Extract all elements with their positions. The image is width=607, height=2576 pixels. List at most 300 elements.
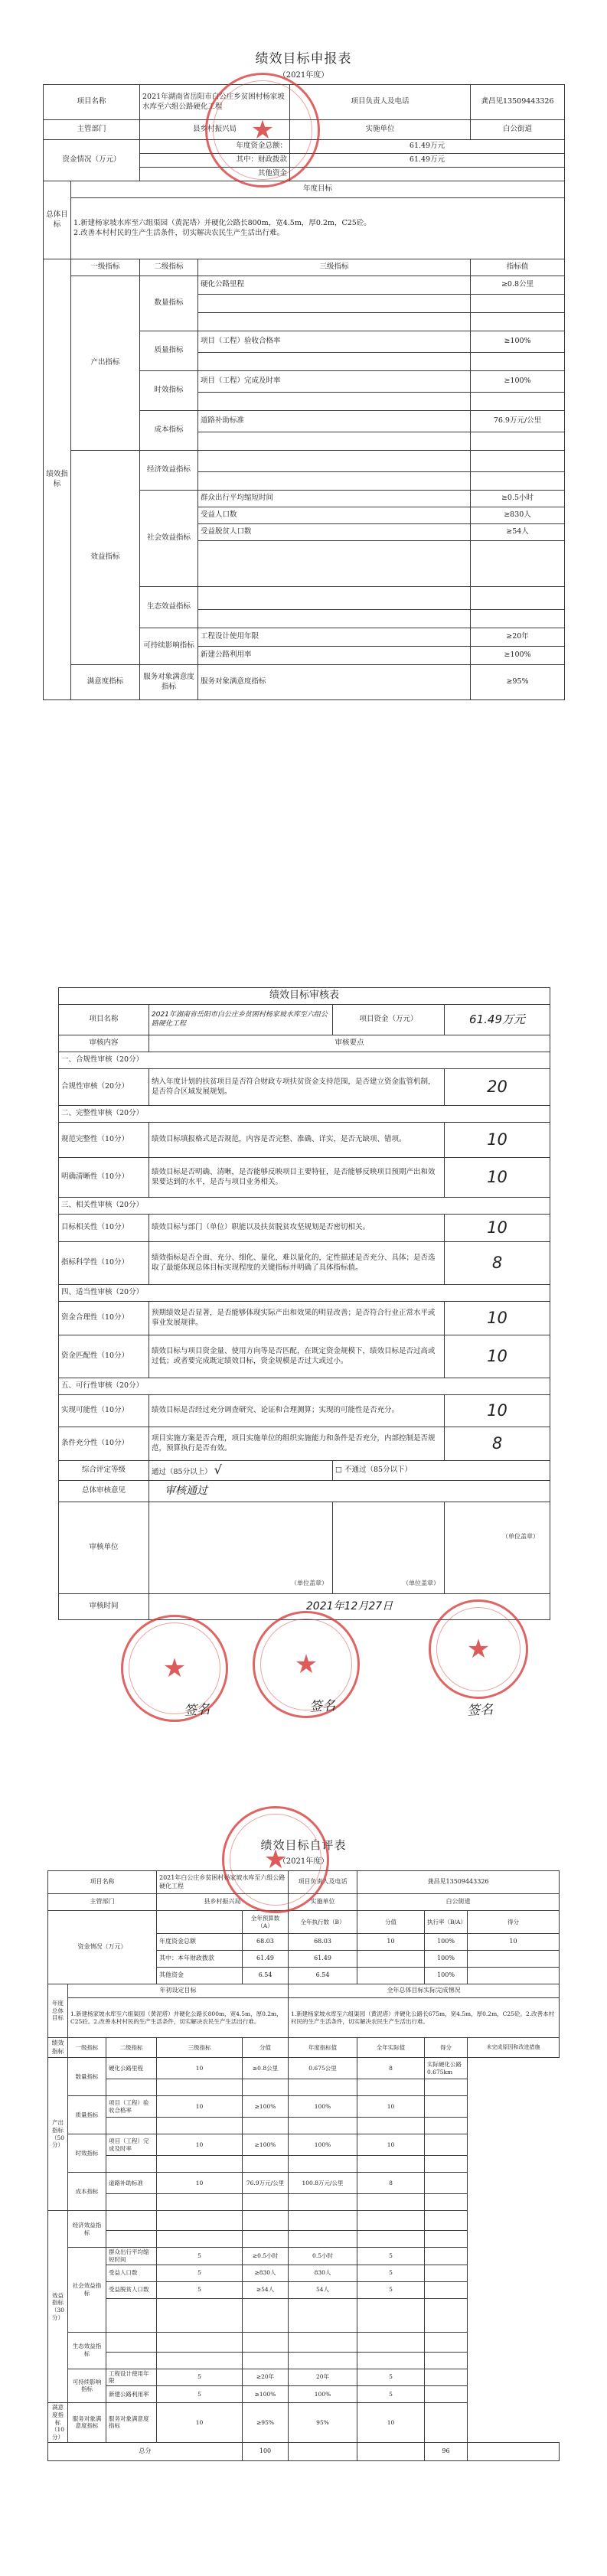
value-cell (471, 353, 565, 371)
cell-s: 10 (357, 2403, 425, 2443)
review-score: 10 (445, 1123, 550, 1158)
leader-label: 项目负责人及电话 (289, 1871, 357, 1894)
cell-a: 20年 (289, 2369, 357, 2386)
l2-cell: 质量指标 (140, 331, 198, 371)
group-output: 产出指标 (71, 276, 140, 451)
cell-l3 (106, 2156, 157, 2173)
cell-s (357, 2079, 425, 2096)
l2-cell: 可持续影响指标 (140, 628, 198, 665)
review-unit-label: 审核单位 (59, 1502, 149, 1594)
l2-cell: 社会效益指标 (68, 2248, 106, 2333)
total-label: 总分 (48, 2442, 243, 2460)
l3-cell (198, 353, 471, 371)
cell-n: 实际硬化公路0.675km (425, 2058, 468, 2079)
col-head: 得分 (425, 2038, 468, 2058)
review-item: 条件充分性（10分） (59, 1427, 149, 1461)
review-score: 8 (445, 1427, 550, 1461)
cell-n (425, 2118, 468, 2134)
cell-a: 95% (289, 2403, 357, 2443)
group-satisfy: 满意度指标 (71, 665, 140, 700)
cell-l3 (106, 2211, 157, 2231)
l3-cell: 工程设计使用年限 (198, 628, 471, 647)
value-cell: ≥100% (471, 331, 565, 353)
value-cell: ≥0.5小时 (471, 491, 565, 507)
cell-s (357, 2156, 425, 2173)
cell-l3: 硬化公路里程 (106, 2058, 157, 2079)
unit-value: 白公街道 (357, 1894, 560, 1911)
dept-label: 主管部门 (44, 120, 140, 140)
opinion-label: 总体审核意见 (59, 1481, 149, 1502)
indicator-row (48, 2248, 560, 2265)
cell-t: ≥0.8公里 (243, 2058, 289, 2079)
value-cell (471, 295, 565, 313)
seal-note: （单位盖章） (403, 1579, 439, 1586)
l2-cell: 服务对象满意度指标 (140, 665, 198, 700)
perf-side-label: 绩效指标 (48, 2038, 68, 2058)
section-row: 五、可行性审核（20分） (59, 1378, 550, 1395)
cell-s (357, 2332, 425, 2352)
indicator-row (48, 2058, 560, 2079)
review-table (58, 987, 550, 1620)
fund-label: 其中：本年财政拨款 (157, 1951, 243, 1968)
indicator-row (48, 2118, 560, 2134)
l3-cell: 项目（工程）完成及时率 (198, 371, 471, 393)
review-point: 绩效目标是否明确、清晰，是否能够反映项目主要特征，是否能够反映项目预期产出和效果要达到的水平，是否与项目业务相关。 (149, 1158, 445, 1198)
cell-t (243, 2194, 289, 2211)
unit-value: 白公街道 (471, 120, 565, 140)
value-cell (471, 451, 565, 472)
goal-head-left: 年初设定目标 (68, 1984, 289, 1998)
review-item: 实现可能性（10分） (59, 1395, 149, 1427)
review-title: 绩效目标审核表 (59, 988, 550, 1005)
cell-p: 5 (157, 2265, 243, 2281)
indicator-row (48, 2265, 560, 2281)
fund-head: 分值 (357, 1911, 425, 1934)
cell-p (157, 2118, 243, 2134)
col-head: 年度指标值 (289, 2038, 357, 2058)
indicator-rows (48, 2058, 560, 2443)
review-unit-cell (445, 1502, 550, 1594)
review-unit-cell (149, 1502, 333, 1594)
cell-s: 8 (357, 2058, 425, 2079)
leader-label: 项目负责人及电话 (290, 85, 471, 120)
cell-t (243, 2332, 289, 2352)
sheet-subtitle: （2021年度） (278, 1857, 329, 1866)
cell-t: ≥100% (243, 2134, 289, 2156)
l3-cell: 道路补助标准 (198, 411, 471, 432)
l3-cell: 受益人口数 (198, 507, 471, 524)
indicator-row (48, 2332, 560, 2352)
col-head: 三级指标 (157, 2038, 243, 2058)
cell-t (243, 2352, 289, 2369)
fund-s: 10 (468, 1934, 560, 1951)
official-seal: ★ (222, 1806, 329, 1913)
cell-t: ≥0.5小时 (243, 2248, 289, 2265)
value-cell (471, 393, 565, 411)
value-cell: ≥0.8公里 (471, 276, 565, 295)
cell-n (425, 2403, 468, 2443)
funds-label: 资金情况（万元） (44, 140, 140, 181)
fund-r: 100% (425, 1934, 468, 1951)
section-row: 一、合规性审核（20分） (59, 1052, 550, 1069)
dept-label: 主管部门 (48, 1894, 157, 1911)
fund-p (357, 1968, 425, 1984)
review-item: 合规性审核（20分） (59, 1069, 149, 1106)
review-point: 绩效指标是否全面、充分、细化、量化，难以量化的，定性描述是否充分、具体；是否选取了最能体现总体目标实现程度的关键指标并明确了具体指标值。 (149, 1242, 445, 1285)
cell-n (425, 2134, 468, 2156)
cell-p: 10 (157, 2096, 243, 2118)
project-name-value: 2021年湖南省岳阳市白公庄乡贫困村杨家坡水库至六组公路硬化工程 (149, 1005, 333, 1035)
leader-value: 龚昌见13509443326 (357, 1871, 560, 1894)
cell-s: 10 (357, 2096, 425, 2118)
fund-r: 100% (425, 1968, 468, 1984)
group-cell: 效益指标（30分） (48, 2211, 68, 2403)
fund-value (290, 168, 565, 181)
opinion-value: 审核通过 (149, 1481, 550, 1502)
cell-l3: 新建公路利用率 (106, 2386, 157, 2403)
amount-label: 项目资金（万元） (333, 1005, 445, 1035)
total-score: 96 (425, 2442, 468, 2460)
review-point: 绩效目标与项目资金量、使用方向等是否匹配，在既定资金规模下，绩效目标是否过高或过低；或者要完成既定绩效目标，资金规模是否过大或过小。 (149, 1335, 445, 1378)
cell-s: 5 (357, 2281, 425, 2298)
indicator-row (48, 2403, 560, 2443)
signature: 签名 (308, 1698, 336, 1715)
goal-head: 年度目标 (71, 181, 565, 198)
cell-a: 0.5小时 (289, 2248, 357, 2265)
l2-cell: 数量指标 (68, 2058, 106, 2096)
fund-a: 61.49 (243, 1951, 289, 1968)
group-cell: 产出指标（50分） (48, 2058, 68, 2211)
official-seal: ★ (205, 73, 320, 187)
fund-p: 10 (357, 1934, 425, 1951)
review-score: 20 (445, 1069, 550, 1106)
review-point: 绩效目标是否经过充分调查研究、论证和合理测算；实现的可能性是否充分。 (149, 1395, 445, 1427)
cell-n (425, 2211, 468, 2231)
fund-head: 全年执行数（B） (289, 1911, 357, 1934)
cell-n (425, 2386, 468, 2403)
cell-p (157, 2332, 243, 2352)
indicator-row (48, 2369, 560, 2386)
value-cell (471, 313, 565, 331)
cell-p: 10 (157, 2173, 243, 2194)
value-cell (471, 587, 565, 610)
sheet-title: 绩效目标申报表 (255, 51, 352, 67)
goal-side-label: 总体目标 (44, 181, 71, 259)
cell-p (157, 2211, 243, 2231)
cell-n (425, 2194, 468, 2211)
col-head: 一级指标 (68, 2038, 106, 2058)
cell-a: 100% (289, 2134, 357, 2156)
section-row: 三、相关性审核（20分） (59, 1198, 550, 1215)
l2-cell: 生态效益指标 (68, 2332, 106, 2369)
cell-l3: 项目（工程）完成及时率 (106, 2134, 157, 2156)
l3-cell (198, 541, 471, 587)
l2-cell: 经济效益指标 (140, 451, 198, 491)
l2-cell: 质量指标 (68, 2096, 106, 2134)
cell-t: ≥95% (243, 2403, 289, 2443)
signature: 签名 (183, 1701, 210, 1720)
cell-s (357, 2352, 425, 2369)
goal-text (71, 198, 565, 259)
cell-a: 54人 (289, 2281, 357, 2298)
project-name-label: 项目名称 (59, 1005, 149, 1035)
cell-p: 5 (157, 2281, 243, 2298)
col-head: 未完成原因和改进措施 (468, 2038, 560, 2058)
fund-head: 全年预算数（A） (243, 1911, 289, 1934)
unit-label: 实施单位 (289, 1894, 357, 1911)
l3-cell: 受益脱贫人口数 (198, 524, 471, 541)
cell-a (289, 2352, 357, 2369)
fund-head: 得分 (468, 1911, 560, 1934)
value-cell (471, 610, 565, 628)
review-point: 绩效目标填报格式是否规范，内容是否完整、准确、详实，是否无缺项、错项。 (149, 1123, 445, 1158)
review-point: 纳入年度计划的扶贫项目是否符合财政专项扶贫资金支持范围，是否建立资金监管机制，是否符合区域发展规划。 (149, 1069, 445, 1106)
goal-head-right: 全年总体目标实际完成情况 (289, 1984, 560, 1998)
cell-s (357, 2118, 425, 2134)
cell-n (425, 2369, 468, 2386)
review-score: 10 (445, 1302, 550, 1335)
l3-cell (198, 393, 471, 411)
fund-label: 其他资金 (140, 168, 290, 181)
cell-p (157, 2231, 243, 2248)
head-points: 审核要点 (149, 1035, 550, 1052)
seal-note: （单位盖章） (502, 1533, 540, 1540)
cell-a (289, 2332, 357, 2352)
cell-l3: 受益脱贫人口数 (106, 2281, 157, 2298)
grade-tick: √ (214, 1462, 222, 1478)
l3-cell (198, 295, 471, 313)
indicator-row (48, 2352, 560, 2369)
l3-cell (198, 432, 471, 451)
cell-a (289, 2118, 357, 2134)
l3-cell: 项目（工程）验收合格率 (198, 331, 471, 353)
cell-a: 830人 (289, 2265, 357, 2281)
l3-cell: 群众出行平均缩短时间 (198, 491, 471, 507)
cell-n (425, 2298, 468, 2332)
cell-p (157, 2079, 243, 2096)
head-content: 审核内容 (59, 1035, 149, 1052)
grade-label: 综合评定等级 (59, 1461, 149, 1481)
indicator-row (48, 2134, 560, 2156)
cell-p: 5 (157, 2248, 243, 2265)
goal-line: 2.改善本村村民的生产生活条件，切实解决农民生产生活出行难。 (73, 228, 285, 237)
project-name-label: 项目名称 (44, 85, 140, 120)
cell-p: 10 (157, 2058, 243, 2079)
project-name-value: 2021年湖南省岳阳市白公庄乡贫困村杨家坡水库至六组公路硬化工程 (140, 85, 290, 120)
fund-label: 其他资金 (157, 1968, 243, 1984)
time-value: 2021年12月27日 (149, 1594, 550, 1620)
value-cell: ≥54人 (471, 524, 565, 541)
value-cell: ≥100% (471, 647, 565, 665)
goal-left-text: 1.新建杨家坡水库至六组渠园（黄泥塔）并硬化公路长800m，宽4.5m，厚0.2m，C25砼。2.改善本村村民的生产生活条件，切实解决农民生产生活出行难。 (68, 1998, 289, 2038)
cell-p: 10 (157, 2403, 243, 2443)
official-seal: ★ (429, 1599, 528, 1699)
review-score: 10 (445, 1215, 550, 1242)
indicator-row (48, 2231, 560, 2248)
sheet-title: 绩效目标自评表 (260, 1838, 347, 1852)
grade-fail: 不通过（85分以下） (344, 1466, 413, 1475)
goal-line: 1.新建杨家坡水库至六组渠园（黄泥塔）并硬化公路长800m，宽4.5m，厚0.2m，C25砼。 (73, 219, 371, 228)
fund-a: 6.54 (243, 1968, 289, 1984)
cell-t: ≥20年 (243, 2369, 289, 2386)
review-score: 10 (445, 1335, 550, 1378)
cell-a (289, 2231, 357, 2248)
cell-l3: 服务对象满意度指标 (106, 2403, 157, 2443)
review-item: 资金合理性（10分） (59, 1302, 149, 1335)
review-item: 目标相关性（10分） (59, 1215, 149, 1242)
cell-n (425, 2265, 468, 2281)
cell-p: 10 (157, 2134, 243, 2156)
review-score: 10 (445, 1158, 550, 1198)
cell-a: 100% (289, 2096, 357, 2118)
cell-t: ≥100% (243, 2096, 289, 2118)
l2-cell: 社会效益指标 (140, 491, 198, 587)
amount-value: 61.49万元 (445, 1005, 550, 1035)
cell-t: ≥54人 (243, 2281, 289, 2298)
section-row: 二、完整性审核（20分） (59, 1106, 550, 1123)
cell-l3 (106, 2332, 157, 2352)
review-score: 8 (445, 1242, 550, 1285)
fund-label: 其中：财政拨款 (140, 154, 290, 168)
l3-cell: 新建公路利用率 (198, 647, 471, 665)
review-point: 预期绩效是否显著，是否能够体现实际产出和效果的明显改善；是否符合行业正常水平或事业发展规律。 (149, 1302, 445, 1335)
cell-s: 5 (357, 2369, 425, 2386)
cell-l3 (106, 2231, 157, 2248)
cell-s (357, 2194, 425, 2211)
review-point: 绩效目标与部门（单位）职能以及扶贫脱贫攻坚规划是否密切相关。 (149, 1215, 445, 1242)
sheet-subtitle: （2021年度） (278, 71, 329, 80)
cell-n (425, 2096, 468, 2118)
cell-s (357, 2231, 425, 2248)
col-head: 分值 (243, 2038, 289, 2058)
l2-cell: 时效指标 (140, 371, 198, 411)
value-cell (471, 541, 565, 587)
l2-cell: 生态效益指标 (140, 587, 198, 628)
unit-label: 实施单位 (290, 120, 471, 140)
fund-s (468, 1951, 560, 1968)
l3-cell (198, 610, 471, 628)
cell-l3: 项目（工程）验收合格率 (106, 2096, 157, 2118)
cell-p (157, 2194, 243, 2211)
l2-cell: 数量指标 (140, 276, 198, 331)
cell-a (289, 2156, 357, 2173)
section-row: 四、适当性审核（20分） (59, 1285, 550, 1302)
cell-p (157, 2352, 243, 2369)
goal-right-text: 1.新建杨家坡水库至六组渠园（黄泥塔）并硬化公路长675m，宽4.5m，厚0.2m，C25砼。2.改善本村村民的生产生活条件，切实解决农民生产生活出行难。 (289, 1998, 560, 2038)
fund-value: 61.49万元 (290, 140, 565, 154)
group-cell: 满意度指标（10分） (48, 2403, 68, 2443)
cell-l3 (106, 2352, 157, 2369)
fund-label: 年度资金总额 (157, 1934, 243, 1951)
value-cell: ≥20年 (471, 628, 565, 647)
col-value: 指标值 (471, 259, 565, 276)
goal-side-label: 年度总体目标 (48, 1984, 68, 2038)
indicator-row (48, 2298, 560, 2332)
declaration-table (43, 84, 565, 700)
fund-a: 68.03 (243, 1934, 289, 1951)
cell-l3: 工程设计使用年限 (106, 2369, 157, 2386)
value-cell (471, 432, 565, 451)
l2-cell: 经济效益指标 (68, 2211, 106, 2248)
funds-label: 资金情况（万元） (48, 1911, 157, 1984)
official-seal: ★ (253, 1611, 360, 1718)
cell-p (157, 2298, 243, 2332)
official-seal: ★ (121, 1615, 228, 1722)
signature: 签名 (466, 1702, 494, 1719)
cell-s: 5 (357, 2386, 425, 2403)
cell-a: 0.675公里 (289, 2058, 357, 2079)
cell-t (243, 2211, 289, 2231)
review-item: 资金匹配性（10分） (59, 1335, 149, 1378)
l2-cell: 时效指标 (68, 2134, 106, 2173)
dept-value: 县乡村振兴局 (157, 1894, 289, 1911)
cell-t (243, 2156, 289, 2173)
indicator-row (48, 2156, 560, 2173)
cell-t: 76.9万元/公里 (243, 2173, 289, 2194)
indicator-row (48, 2194, 560, 2211)
seal-note: （单位盖章） (291, 1579, 328, 1586)
value-cell: ≥830人 (471, 507, 565, 524)
cell-s (357, 2211, 425, 2231)
review-score: 10 (445, 1395, 550, 1427)
review-point: 项目实施方案是否合理，项目实施单位的组织实施能力和条件是否充分，内部控制是否规范，预算执行是否有效。 (149, 1427, 445, 1461)
self-eval-table (47, 1870, 560, 2461)
cell-t (243, 2079, 289, 2096)
cell-t (243, 2298, 289, 2332)
dept-value: 县乡村振兴局 (140, 120, 290, 140)
project-name-value: 2021年白公庄乡贫困村杨家坡水库至六组公路硬化工程 (157, 1871, 289, 1894)
fund-b: 68.03 (289, 1934, 357, 1951)
fund-label: 年度资金总额： (140, 140, 290, 154)
cell-n (425, 2173, 468, 2194)
cell-l3: 道路补助标准 (106, 2173, 157, 2194)
cell-s: 10 (357, 2134, 425, 2156)
project-name-label: 项目名称 (48, 1871, 157, 1894)
cell-l3: 群众出行平均缩短时间 (106, 2248, 157, 2265)
cell-p (157, 2156, 243, 2173)
indicator-row (48, 2096, 560, 2118)
review-item: 指标科学性（10分） (59, 1242, 149, 1285)
cell-a: 100% (289, 2386, 357, 2403)
l3-cell (198, 451, 471, 472)
fund-head: 执行率（B/A） (425, 1911, 468, 1934)
group-benefit: 效益指标 (71, 451, 140, 665)
cell-l3 (106, 2298, 157, 2332)
cell-l3 (106, 2194, 157, 2211)
fund-b: 6.54 (289, 1968, 357, 1984)
l3-cell (198, 472, 471, 491)
cell-l3 (106, 2118, 157, 2134)
l2-cell: 可持续影响指标 (68, 2369, 106, 2403)
value-cell: ≥100% (471, 371, 565, 393)
fund-value: 61.49万元 (290, 154, 565, 168)
indicator-row (48, 2211, 560, 2231)
l3-cell: 服务对象满意度指标 (198, 665, 471, 700)
value-cell (471, 472, 565, 491)
col-l2: 二级指标 (140, 259, 198, 276)
l2-cell: 成本指标 (140, 411, 198, 451)
cell-t (243, 2118, 289, 2134)
cell-n (425, 2281, 468, 2298)
cell-a: 100.8万元/公里 (289, 2173, 357, 2194)
cell-a (289, 2194, 357, 2211)
indicator-row (48, 2173, 560, 2194)
cell-p: 5 (157, 2369, 243, 2386)
l2-cell: 服务对象满意度指标 (68, 2403, 106, 2443)
cell-t: ≥100% (243, 2386, 289, 2403)
cell-n (425, 2231, 468, 2248)
grade-fail-box: □ (335, 1466, 342, 1475)
